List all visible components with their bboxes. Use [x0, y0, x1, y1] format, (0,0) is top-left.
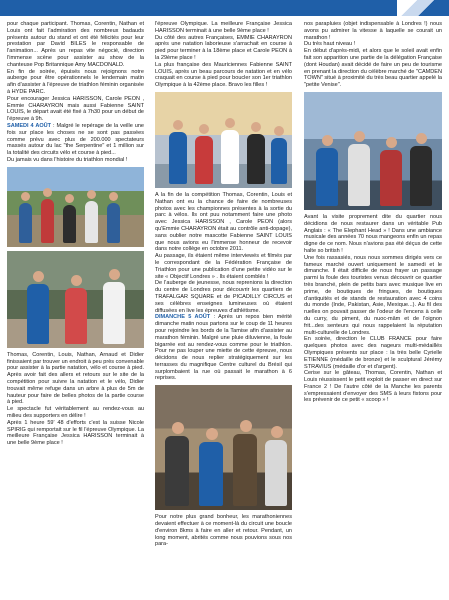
- article-column-2: [155, 21, 292, 548]
- photo-athletes-portrait: [7, 251, 144, 348]
- person-figure: [41, 199, 54, 243]
- col1-paragraph-1: pour chaque participant. Thomas, Corentin, Nathan et Louis ont fait l'admiration des nombreux badauds présents autour du stand et ont été félicités pour leur prestation par David BILES le responsable de l'animation... Après un repas vite négocié, direction l'immense scène pour assister au show de la chanteuse Pop Britannique Amy MACDONALD. En fin de soirée, épuisés nous rejoignons notre auberge pour être opérationnels le lendemain matin afin d'assister à l'épreuve de triathlon féminin organisée à HYDE PARC. Pour encourager Jessica HARISSON, Carole PEON , Emmie CHARAYRON mais aussi Fabienne SAINT LOUIS, le départ avait été fixé à 7h30 pour un début de l'épreuve à 9h.: [7, 21, 144, 123]
- person-figure: [199, 442, 223, 506]
- person-head: [271, 426, 283, 438]
- header-band: [0, 0, 449, 16]
- person-figure: [316, 148, 338, 206]
- person-head: [199, 124, 209, 134]
- person-head: [206, 428, 218, 440]
- person-head: [109, 192, 118, 201]
- person-figure: [19, 203, 32, 243]
- col3-paragraph-1: nos parapluies (objet indispensable à Londres !) nous avons pu admirer la vitesse à laquelle se courait un marathon ! Du très haut niveau ! En début d'après-midi, et alors que le soleil avait enfin fait son apparition une partie de la délégation Française (dont Houdan) avait décidé de faire un peu de tourisme en prenant la direction du célèbre marché de "CAMDEN TOWN" situé à proximité du très beau quartier appelé la "petite Venise".: [304, 21, 442, 89]
- person-figure: [65, 288, 87, 344]
- person-figure: [271, 138, 287, 184]
- photo-with-champions: [155, 92, 292, 188]
- person-figure: [348, 144, 370, 206]
- photo-group-triathlon: [7, 167, 144, 247]
- person-figure: [195, 136, 213, 184]
- person-head: [225, 118, 235, 128]
- col1-paragraph-2-body: : Malgré le repérage de la veille une fois sur place les choses ne se sont pas passées comme prévu avec plus de 200.000 spectateurs massés autour du lac "the Serpentine" et 1 million sur la totalité des circuits vélo et course à pied... Du jamais vu dans l'histoire du triathlon mondial !: [7, 122, 145, 163]
- col1-paragraph-2: [7, 123, 144, 164]
- person-figure: [380, 150, 402, 206]
- person-head: [21, 192, 30, 201]
- person-figure: [233, 434, 257, 506]
- person-head: [87, 190, 96, 199]
- person-head: [173, 120, 183, 130]
- person-figure: [103, 282, 125, 344]
- article-column-3: [304, 21, 442, 404]
- person-figure: [410, 146, 432, 206]
- section-heading-dimanche: DIMANCHE 5 AOÛT: [155, 314, 211, 321]
- person-figure: [247, 134, 265, 184]
- person-head: [109, 269, 120, 280]
- person-head: [274, 126, 284, 136]
- person-head: [172, 422, 184, 434]
- col2-paragraph-4: Pour notre plus grand bonheur, les marathoniennes devaient effectuer à ce moment-là du circuit une boucle d'environ 8kms à faire en aller et retour. Pendant, un long moment, abrités comme nous pouvions sous nos para-: [155, 514, 292, 548]
- col2-paragraph-3-body: : Après un repos bien mérité dimanche matin nous partons sur le coup de 11 heures pour rejoindre les bords de la Tamise afin d'assister au marathon féminin. Malgré une pluie diluvienne, la foule bigarrée est au rendez-vous comme pour le triathlon. Pour ne pas louper une miette de cette épreuve, nous décidons de nous replier stratégiquement sur les terrasses du magnifique Centre culturel du Brésil qui surplombaient la rue où passait le marathon à 6 reprises.: [155, 314, 292, 382]
- person-figure: [265, 440, 287, 506]
- person-figure: [85, 201, 98, 243]
- person-figure: [169, 132, 187, 184]
- person-figure: [27, 284, 49, 344]
- person-head: [322, 135, 333, 146]
- person-figure: [221, 130, 239, 184]
- person-head: [33, 271, 44, 282]
- article-column-1: [7, 21, 144, 447]
- person-head: [416, 133, 427, 144]
- person-head: [251, 122, 261, 132]
- person-head: [71, 275, 82, 286]
- person-head: [43, 188, 52, 197]
- col1-paragraph-3: Thomas, Corentin, Louis, Nathan, Arnaud et Didier finissaient par trouver un endroit à peu près convenable pour assister à la partie natation, vélo et course à pied. Après avoir fait des allers et retours sur le site de la compétition pour suivre la natation et le vélo, Didier trouvait même refuge dans un arbre à plus de 5m de hauteur pour faire de belles photos de la partie course à pied. Le spectacle fut véritablement au rendez-vous au milieu des supporters en délire ! Après 1 heure 59' 48 d'efforts c'est la suisse Nicole SPIRIG qui remportait sur le fil l'épreuve Olympique. La meilleure Française Jessica HARISSON terminait à une belle 9ème place !: [7, 351, 144, 447]
- person-head: [65, 194, 74, 203]
- section-heading-samedi: SAMEDI 4 AOÛT: [7, 122, 52, 129]
- col2-paragraph-3: [155, 314, 292, 382]
- col2-paragraph-1: l'épreuve Olympique. La meilleure Française Jessica HARISSON terminait à une belle 9ème place ! Du côté des autres Françaises, EMMIE CHARAYRON après une natation laborieuse s'arrachait en course à pied pour terminer à la 18ème place et Carole PEON à la 29ème place ! La plus française des Mauriciennes Fabienne SAINT LOUIS, après un beau parcours de natation et en vélo craquait en course à pied pour boucler son 1er triathlon Olympique à la 42ème place. Bravo les filles !: [155, 21, 292, 89]
- person-head: [240, 420, 252, 432]
- person-figure: [165, 436, 189, 506]
- col3-paragraph-2: Avant la visite proprement dite du quartier nous décidions de nous restaurer dans un véritable Pub Anglais : « The Elephant Head » ! Dans une ambiance musicale des années 70 nous mangeons enfin un repas digne de ce nom. Nous n'avions pas été déçus de cette halte so british ! Une fois rassasiés, nous nous sommes dirigés vers ce fameux marché ouvert uniquement le samedi et le dimanche. Il était difficile de nous frayer un passage parmi la foule des touristes venus découvrir ce quartier très branché, plein de petits bars avec musique live en prime, de boutiques de fringues, de boutiques d'antiquités et de stands de restauration avec 4 coins du monde (Inde, Pakistan, Asie, Mexique...). Au fil des ruelles on pouvait passer de l'odeur de l'encens à celle du curry, du piment, du nuoc-mâm et de l'oignon frit...des senteurs qui nous rappelaient la réputation multi-culturelle de Londres. En soirée, direction le CLUB FRANCE pour faire quelques photos avec des nageurs multi-médaillés Olympiques présents sur place : la très belle Cyrielle ETIENNE (médaille de bronze) et le sculptural Jérémy STRAVIUS (médaille d'or et d'argent). Cerise sur le gâteau, Thomas, Corentin, Nathan et Louis réussissent le petit exploit de passer en direct sur France 2 ! De l'autre côté de la Manche les parents s'empressaient d'envoyer des SMS à leurs fistons pour les prévenir de ce petit « scoop » !: [304, 213, 442, 404]
- person-head: [354, 131, 365, 142]
- person-figure: [107, 203, 120, 243]
- person-head: [386, 137, 397, 148]
- col2-paragraph-2: A la fin de la compétition Thomas, Corentin, Louis et Nathan ont eu la chance de faire de nombreuses photos avec les championnes présentes à la sortie du parc à vélos. Ils ont puu notamment faire une photo avec Jessica HARISSON , Carole PEON (alors qu'Emmie CHARAYRON était au contrôle anti-dopage), sans oublier notre mascotte Fabienne SAINT LOUIS que nous avions eu l'immense honneur de recevoir dans notre collège en octobre 2011. Au passage, ils étaient même interviewés et filmés par le correspondant de la Fédération Française de Triathlon pour une publication d'une petite vidéo sur le site « Objectif Londres » . Ils étaient comblés ! De l'auberge de jeunesse, nous reprenions la direction du centre de Londres pour découvrir les quartiers de TRAFALGAR SQUARE et de PICADILLY CIRCUS et ses célèbres enseignes lumineuses où étaient diffusées en live les épreuves d'athlétisme.: [155, 191, 292, 314]
- person-figure: [63, 205, 76, 243]
- photo-marathon-rain: [155, 385, 292, 510]
- header-corner-decoration: [397, 0, 449, 16]
- photo-camden-pub: [304, 92, 442, 210]
